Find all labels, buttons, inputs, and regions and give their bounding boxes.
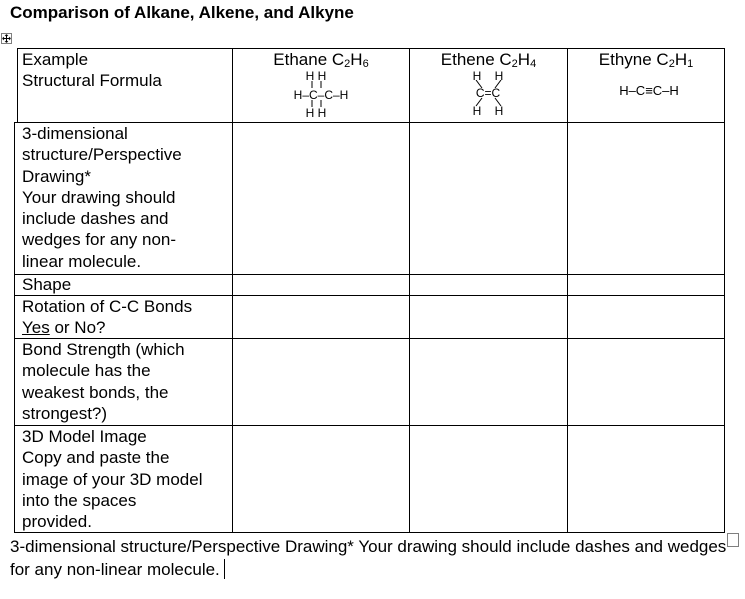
row-label-shape[interactable]: Shape	[22, 275, 72, 294]
perspective-ethyne-cell[interactable]	[568, 123, 724, 274]
model-line: image of your 3D model	[22, 469, 203, 489]
bond-strength-ethane-cell[interactable]	[233, 339, 409, 425]
rotation-ethane-cell[interactable]	[233, 296, 409, 338]
rotation-yes: Yes	[22, 318, 50, 338]
document-title: Comparison of Alkane, Alkene, and Alkyne	[10, 3, 354, 22]
paragraph-text: 3-dimensional structure/Perspective Drawing* Your drawing should include dashes and wedges for any non-linear molecule.	[10, 537, 727, 579]
bond-strength-ethyne-cell[interactable]	[568, 339, 724, 425]
row-label-rotation[interactable]	[22, 296, 232, 339]
perspective-ethane-cell[interactable]	[233, 123, 409, 274]
model-line: into the spaces	[22, 490, 137, 510]
model-line: provided.	[22, 512, 92, 532]
model-line: 3D Model Image	[22, 427, 147, 446]
model-ethene-cell[interactable]	[410, 426, 567, 532]
rotation-ethyne-cell[interactable]	[568, 296, 724, 338]
row-label-perspective[interactable]	[22, 123, 232, 272]
rotation-ethene-cell[interactable]	[410, 296, 567, 338]
ethyne-header: Ethyne C2H1	[598, 50, 694, 70]
bond-strength-line: strongest?)	[22, 403, 108, 423]
ethyne-structural-formula: H–C≡C–H	[619, 83, 679, 98]
bond-strength-line: Bond Strength (which	[22, 340, 185, 359]
model-ethane-cell[interactable]	[233, 426, 409, 532]
ethane-header: Ethane C2H6	[273, 50, 369, 70]
perspective-line: wedges for any non-	[22, 230, 177, 250]
perspective-line: linear molecule.	[22, 251, 142, 271]
perspective-line: Your drawing should	[22, 187, 176, 207]
model-line: Copy and paste the	[22, 448, 170, 468]
rotation-line: Rotation of C-C Bonds	[22, 297, 193, 316]
body-paragraph[interactable]	[10, 535, 735, 581]
table-move-handle-icon[interactable]	[1, 33, 12, 44]
ethene-header: Ethene C2H4	[440, 50, 537, 70]
row-label-bond-strength[interactable]	[22, 339, 232, 424]
header-cell-example[interactable]	[22, 49, 232, 92]
rotation-question	[22, 317, 232, 338]
perspective-line: Drawing*	[22, 166, 91, 186]
header-example-label: Example	[22, 50, 89, 69]
perspective-ethene-cell[interactable]	[410, 123, 567, 274]
header-structural-formula-label: Structural Formula	[22, 71, 162, 91]
perspective-line: 3-dimensional	[22, 124, 128, 143]
header-cell-ethyne[interactable]	[568, 49, 724, 75]
shape-ethane-cell[interactable]	[233, 275, 409, 295]
bond-strength-line: weakest bonds, the	[22, 382, 169, 402]
rotation-no: or No?	[49, 318, 106, 338]
model-ethyne-cell[interactable]	[568, 426, 724, 532]
bond-strength-line: molecule has the	[22, 361, 151, 381]
bond-strength-ethene-cell[interactable]	[410, 339, 567, 425]
text-cursor	[224, 559, 225, 579]
perspective-line: structure/Perspective	[22, 145, 182, 165]
perspective-line: include dashes and	[22, 209, 169, 229]
shape-ethyne-cell[interactable]	[568, 275, 724, 295]
shape-ethene-cell[interactable]	[410, 275, 567, 295]
row-label-3d-model[interactable]	[22, 426, 232, 532]
